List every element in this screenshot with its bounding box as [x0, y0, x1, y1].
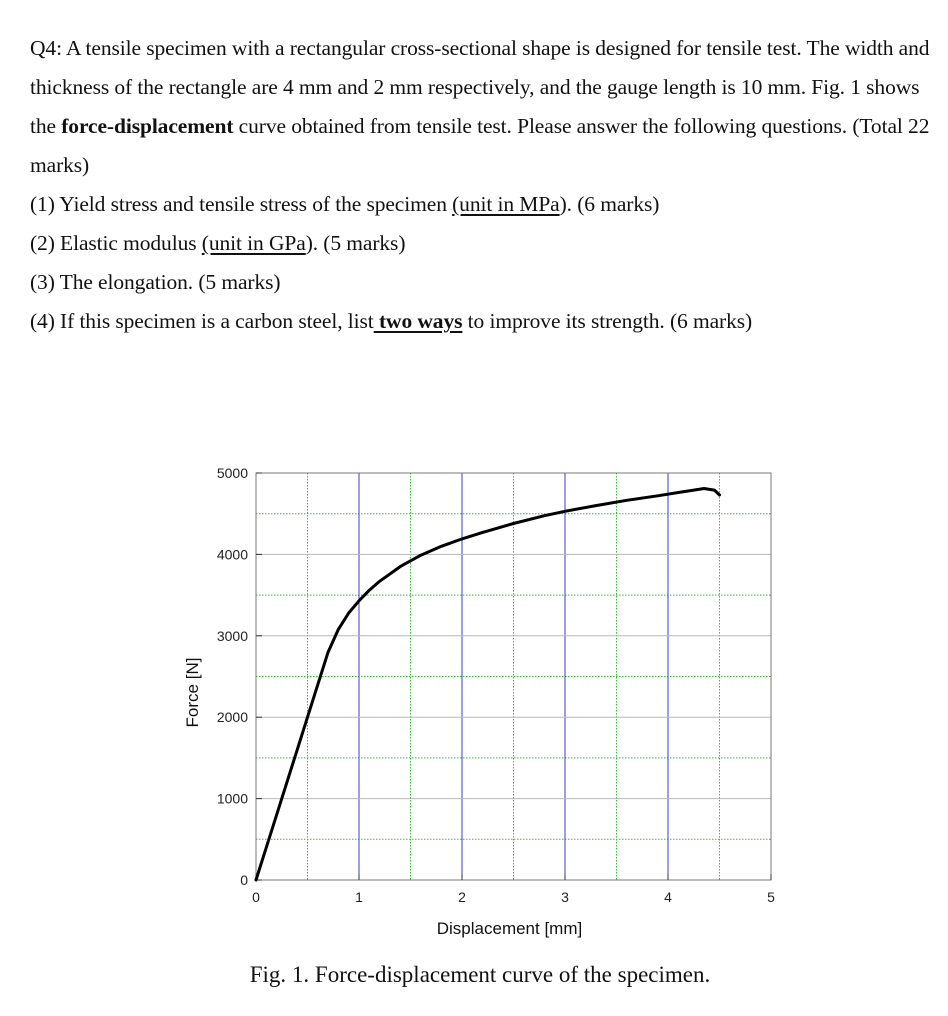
question-intro [30, 29, 935, 185]
x-tick-label: 5 [767, 889, 775, 905]
y-tick-label: 0 [240, 872, 248, 888]
q4-emphasis: two ways [373, 309, 463, 333]
question-2 [30, 224, 935, 263]
force-displacement-curve [256, 489, 720, 881]
question-4 [30, 302, 935, 341]
force-displacement-chart [0, 440, 948, 960]
question-3: (3) The elongation. (5 marks) [30, 270, 281, 294]
y-tick-label: 5000 [216, 465, 248, 481]
q2-marks: ). (5 marks) [305, 231, 406, 255]
q2-text: (2) Elastic modulus [30, 231, 202, 255]
intro-text-1: Q4: A tensile specimen with a rectangular cross-sectional shape is designed for tensile test. The width and thickness of the rectangle are 4 mm and 2 mm respectively, and the gauge length is 10 mm. Fig. 1 shows the [30, 36, 930, 138]
figure-caption: Fig. 1. Force-displacement curve of the specimen. [249, 962, 711, 987]
intro-bold-text: force-displacement [61, 114, 234, 138]
q1-text: (1) Yield stress and tensile stress of the specimen [30, 192, 453, 216]
y-tick-label: 1000 [216, 790, 248, 807]
y-tick-label: 3000 [216, 627, 248, 644]
question-text [30, 29, 935, 341]
question-1 [30, 185, 935, 224]
q2-unit: (unit in GPa [201, 231, 306, 255]
x-tick-label: 2 [458, 889, 466, 905]
q1-marks: ). (6 marks) [559, 192, 660, 216]
x-tick-label: 1 [355, 889, 363, 905]
q1-unit: (unit in MPa [452, 192, 560, 216]
x-axis-label: Displacement [mm] [436, 919, 583, 938]
chart-grid [256, 473, 771, 880]
intro-text-2: curve obtained from tensile test. Please answer the following questions. (Total 22 marks) [30, 114, 930, 177]
x-tick-label: 4 [664, 889, 672, 905]
y-tick-label: 2000 [216, 709, 248, 726]
y-axis-label: Force [N] [183, 657, 202, 728]
y-tick-label: 4000 [216, 546, 248, 563]
q4-marks: to improve its strength. (6 marks) [462, 309, 753, 333]
x-tick-label: 0 [252, 889, 260, 905]
x-tick-label: 3 [561, 889, 569, 905]
q4-text: (4) If this specimen is a carbon steel, list [30, 309, 374, 333]
